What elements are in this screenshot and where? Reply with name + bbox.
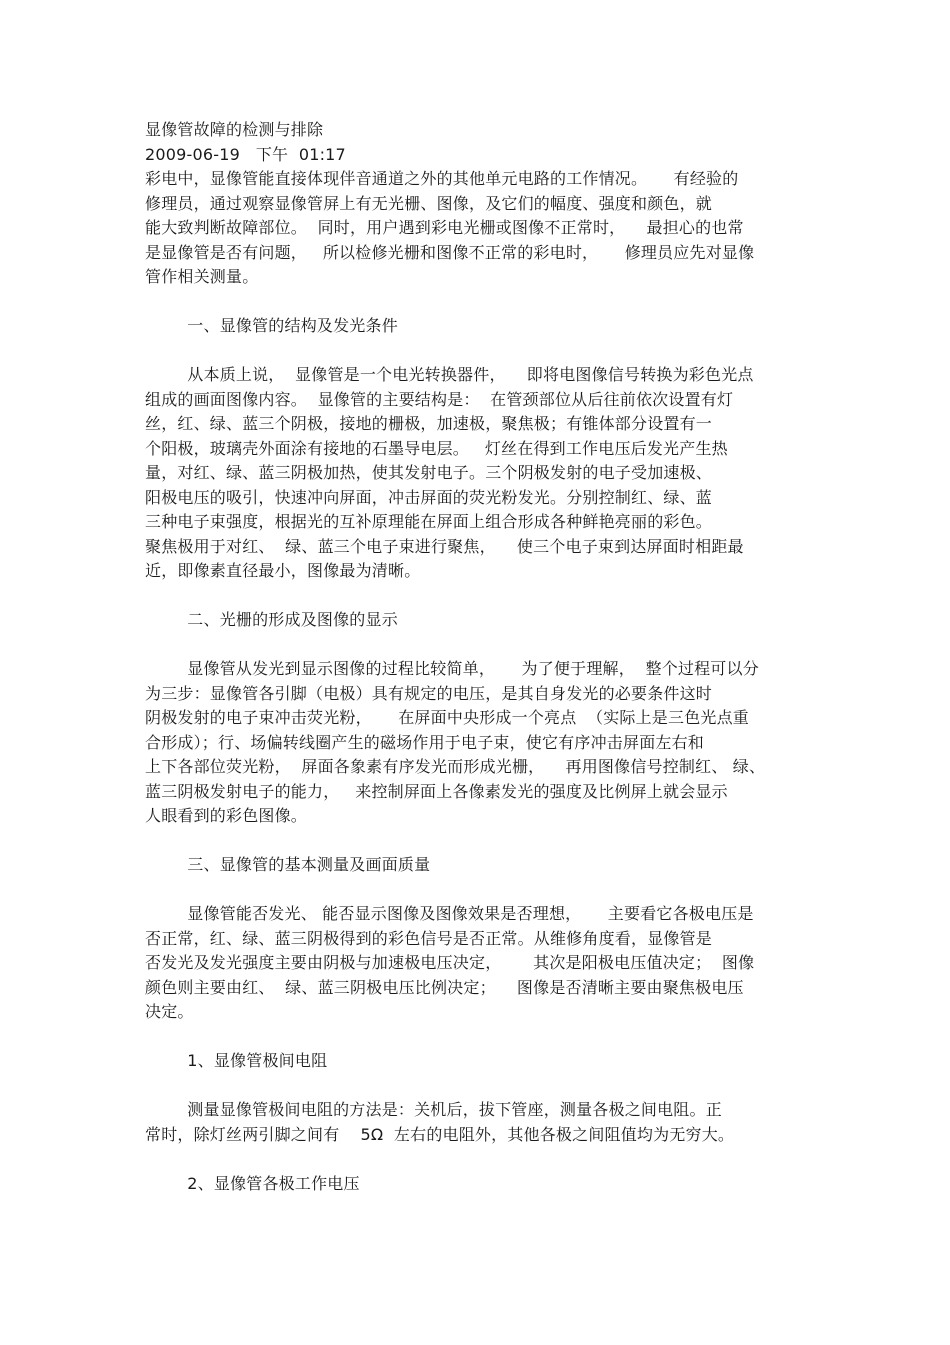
- paragraph-line: 为三步：显像管各引脚（电极）具有规定的电压，是其自身发光的必要条件这时: [145, 683, 713, 703]
- section-heading: 2、显像管各极工作电压: [145, 1173, 360, 1193]
- paragraph-line: 颜色则主要由红、 绿、蓝三阴极电压比例决定； 图像是否清晰主要由聚焦极电压: [145, 977, 744, 997]
- paragraph-line: 阳极电压的吸引，快速冲向屏面，冲击屏面的荧光粉发光。分别控制红、绿、蓝: [145, 487, 713, 507]
- paragraph-line: 常时，除灯丝两引脚之间有 5Ω 左右的电阻外，其他各极之间阻值均为无穷大。: [145, 1124, 735, 1144]
- paragraph-line: 否正常，红、绿、蓝三阴极得到的彩色信号是否正常。从维修角度看，显像管是: [145, 928, 713, 948]
- spacer: [145, 829, 810, 854]
- paragraph-line: 合形成）；行、场偏转线圈产生的磁场作用于电子束，使它有序冲击屏面左右和: [145, 732, 705, 752]
- paragraph-line: 修理员，通过观察显像管屏上有无光栅、图像，及它们的幅度、强度和颜色，就: [145, 193, 713, 213]
- paragraph-line: 从本质上说， 显像管是一个电光转换器件， 即将电图像信号转换为彩色光点: [145, 365, 754, 384]
- section-paragraph: [145, 1098, 810, 1147]
- section-heading: 1、显像管极间电阻: [145, 1051, 328, 1070]
- section-heading: 三、显像管的基本测量及画面质量: [145, 855, 431, 874]
- paragraph-line: 人眼看到的彩色图像。: [145, 806, 308, 825]
- paragraph-line: 阴极发射的电子束冲击荧光粉， 在屏面中央形成一个亮点 （实际上是三色光点重: [145, 708, 750, 727]
- paragraph-line: 显像管从发光到显示图像的过程比较简单， 为了便于理解， 整个过程可以分: [145, 659, 759, 678]
- paragraph-line: 丝，红、绿、蓝三个阴极，接地的栅极，加速极，聚焦极；有锥体部分设置有一: [145, 414, 713, 433]
- paragraph-line: 彩电中，显像管能直接体现伴音通道之外的其他单元电路的工作情况。 有经验的: [145, 169, 739, 188]
- paragraph-line: 是显像管是否有问题， 所以检修光栅和图像不正常的彩电时， 修理员应先对显像: [145, 242, 755, 262]
- paragraph-line: 显像管能否发光、 能否显示图像及图像效果是否理想， 主要看它各极电压是: [145, 904, 754, 923]
- paragraph-line: 能大致判断故障部位。 同时，用户遇到彩电光栅或图像不正常时， 最担心的也常: [145, 218, 744, 237]
- spacer: [145, 584, 810, 609]
- section-paragraph: [145, 363, 810, 584]
- spacer: [145, 339, 810, 364]
- spacer: [145, 290, 810, 315]
- spacer: [145, 1074, 810, 1099]
- paragraph-line: 近，即像素直径最小，图像最为清晰。: [145, 561, 421, 580]
- intro-paragraph: [145, 167, 810, 290]
- document-body: [145, 118, 810, 1196]
- paragraph-line: 决定。: [145, 1002, 194, 1021]
- paragraph-line: 组成的画面图像内容。 显像管的主要结构是： 在管颈部位从后往前依次设置有灯: [145, 389, 734, 409]
- paragraph-line: 聚焦极用于对红、 绿、蓝三个电子束进行聚焦， 使三个电子束到达屏面时相距最: [145, 536, 744, 556]
- paragraph-line: 三种电子束强度，根据光的互补原理能在屏面上组合形成各种鲜艳亮丽的彩色。: [145, 512, 713, 531]
- spacer: [145, 1025, 810, 1050]
- document-title: 显像管故障的检测与排除: [145, 120, 324, 139]
- spacer: [145, 878, 810, 903]
- section-paragraph: [145, 902, 810, 1025]
- paragraph-line: 管作相关测量。: [145, 267, 259, 286]
- spacer: [145, 1147, 810, 1172]
- section-heading: 一、显像管的结构及发光条件: [145, 316, 398, 335]
- spacer: [145, 633, 810, 658]
- paragraph-line: 量，对红、绿、蓝三阴极加热，使其发射电子。三个阴极发射的电子受加速极、: [145, 463, 713, 482]
- document-datetime: 2009-06-19 下午 01:17: [145, 144, 346, 164]
- paragraph-line: 上下各部位荧光粉， 屏面各象素有序发光而形成光栅， 再用图像信号控制红、 绿、: [145, 757, 766, 776]
- paragraph-line: 蓝三阴极发射电子的能力， 来控制屏面上各像素发光的强度及比例屏上就会显示: [145, 781, 728, 801]
- paragraph-line: 个阳极，玻璃壳外面涂有接地的石墨导电层。 灯丝在得到工作电压后发光产生热: [145, 438, 728, 458]
- section-heading: 二、光栅的形成及图像的显示: [145, 610, 398, 629]
- paragraph-line: 测量显像管极间电阻的方法是：关机后，拔下管座，测量各极之间电阻。正: [145, 1100, 722, 1119]
- section-paragraph: [145, 657, 810, 829]
- paragraph-line: 否发光及发光强度主要由阴极与加速极电压决定， 其次是阳极电压值决定； 图像: [145, 953, 755, 972]
